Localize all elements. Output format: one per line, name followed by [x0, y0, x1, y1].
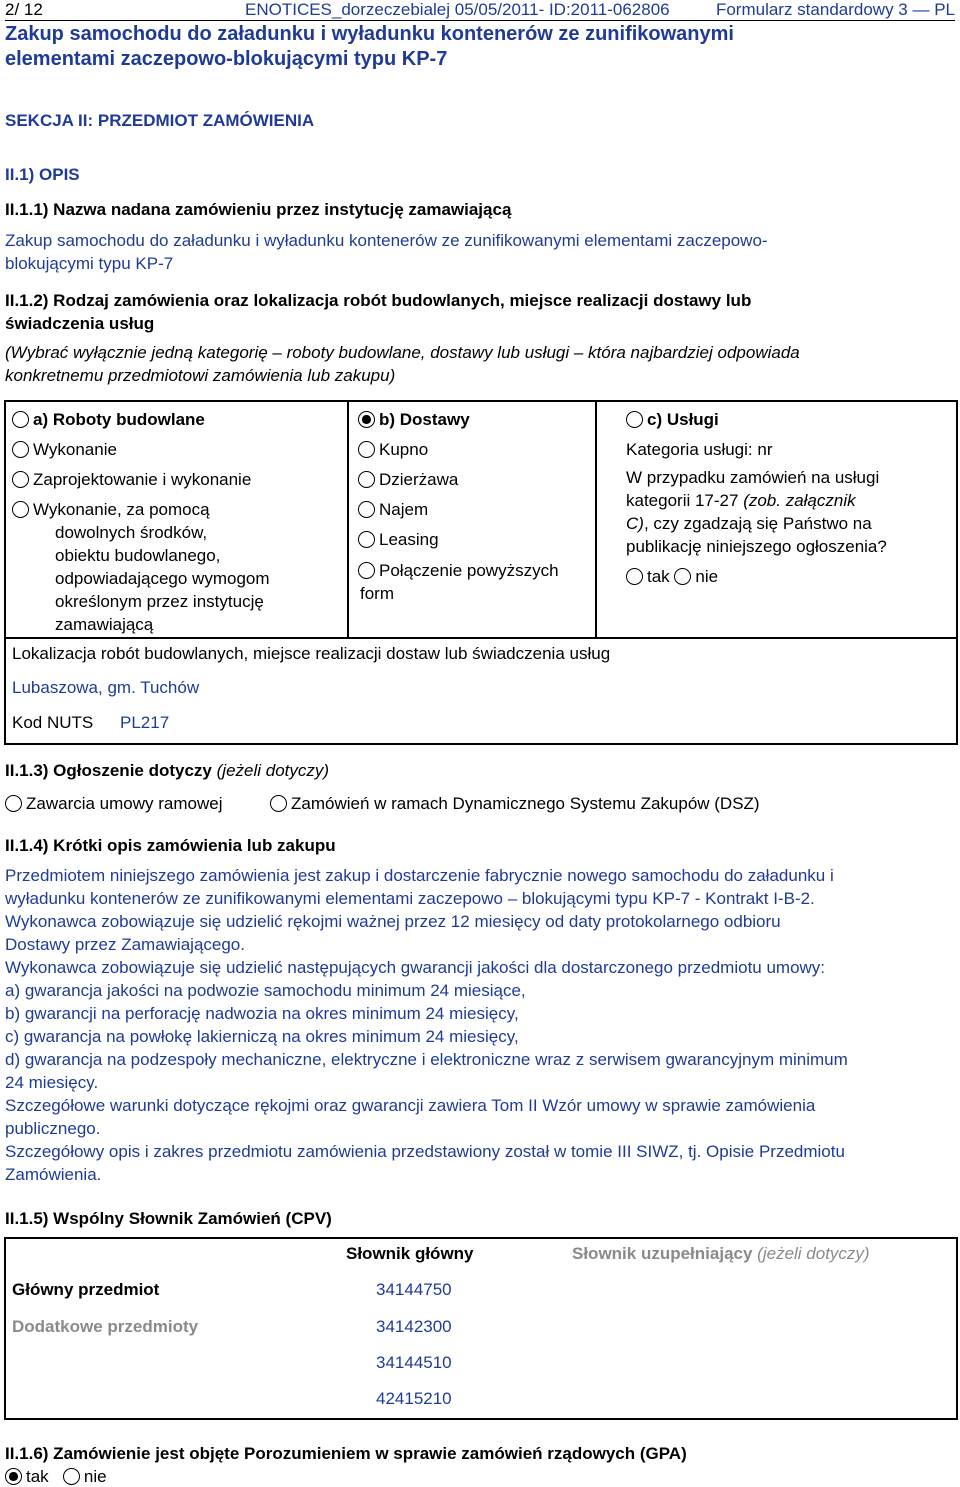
form-name: Formularz standardowy 3 — PL [715, 0, 955, 19]
description-line: Szczegółowy opis i zakres przedmiotu zamówienia przedstawiony został w tomie III SIWZ, tj. Opisie Przedmiotu [5, 1142, 845, 1161]
service-question-line-4: publikację niniejszego ogłoszenia? [626, 537, 887, 556]
option-label: Leasing [379, 530, 439, 549]
location-value: Lubaszowa, gm. Tuchów [12, 678, 200, 697]
option-kupno[interactable] [358, 438, 428, 461]
ii11-value-line-2: blokującymi typu KP-7 [5, 254, 174, 273]
ii12-heading-line-1: II.1.2) Rodzaj zamówienia oraz lokalizacja robót budowlanych, miejsce realizacji dostawy lub [5, 291, 752, 310]
radio-icon[interactable] [5, 795, 22, 812]
location-label: Lokalizacja robót budowlanych, miejsce realizacji dostaw lub świadczenia usług [12, 644, 611, 663]
text: , czy zgadzają się Państwo na [643, 514, 872, 533]
option-polaczenie[interactable] [358, 559, 559, 582]
ii12-heading-line-2: świadczenia usług [5, 314, 155, 333]
option-label: Wykonanie, za pomocą [33, 500, 210, 519]
radio-icon[interactable] [626, 568, 643, 585]
ii12-heading [5, 289, 955, 335]
radio-icon[interactable] [63, 1468, 80, 1485]
radio-icon[interactable] [358, 531, 375, 548]
page-number: 2/ 12 [5, 0, 43, 19]
cpv-row-main-label: Główny przedmiot [12, 1280, 160, 1299]
ii11-value-line-1: Zakup samochodu do załadunku i wyładunku kontenerów ze zunifikowanymi elementami zaczepowo- [5, 231, 768, 250]
description-line: c) gwarancja na powłokę lakierniczą na okres minimum 24 miesięcy, [5, 1027, 519, 1046]
subsection-ii1: II.1) OPIS [5, 165, 80, 184]
option-label-cont: obiektu budowlanego, [55, 546, 221, 565]
option-label: Wykonanie [33, 440, 117, 459]
cpv-col-supp [572, 1244, 870, 1264]
option-label-cont: odpowiadającego wymogom [55, 569, 270, 588]
option-label: Zaprojektowanie i wykonanie [33, 470, 252, 489]
gpa-yes[interactable] [5, 1467, 49, 1486]
description-line: d) gwarancja na podzespoły mechaniczne, elektryczne i elektroniczne wraz z serwisem gwarancyjnym minimum [5, 1050, 848, 1069]
option-label: Najem [379, 500, 429, 519]
option-dzierzawa[interactable] [358, 468, 458, 491]
cpv-add-code: 34144510 [376, 1353, 452, 1372]
ii11-value [5, 229, 955, 275]
radio-icon[interactable] [358, 471, 375, 488]
radio-selected-icon[interactable] [5, 1468, 22, 1485]
cpv-main-code: 34144750 [376, 1280, 452, 1299]
option-wykonanie[interactable] [12, 438, 117, 461]
option-label: Kupno [379, 440, 429, 459]
ii14-heading: II.1.4) Krótki opis zamówienia lub zakupu [5, 836, 336, 855]
option-label-cont: dowolnych środków, [55, 523, 208, 542]
option-label: b) Dostawy [379, 410, 470, 429]
col-note: (jeżeli dotyczy) [757, 1244, 870, 1263]
description-line: b) gwarancji na perforację nadwozia na okres minimum 24 miesięcy, [5, 1004, 519, 1023]
option-label: a) Roboty budowlane [33, 410, 205, 429]
description-line: Przedmiotem niniejszego zamówienia jest zakup i dostarczenie fabrycznie nowego samochodu do załadunku i [5, 866, 834, 885]
description-line: Wykonawca zobowiązuje się udzielić rękojmi ważnej przez 12 miesięcy od daty protokolarnego odbioru [5, 912, 781, 931]
radio-icon[interactable] [12, 411, 29, 428]
option-leasing[interactable] [358, 528, 439, 551]
option-wykonanie-za-pomoca[interactable] [12, 498, 210, 521]
title-line-1: Zakup samochodu do załadunku i wyładunku kontenerów ze zunifikowanymi [5, 23, 734, 45]
cpv-row-add-label: Dodatkowe przedmioty [12, 1317, 199, 1336]
row-divider [4, 637, 958, 639]
radio-selected-icon[interactable] [358, 411, 375, 428]
ii16-heading: II.1.6) Zamówienie jest objęte Porozumieniem w sprawie zamówień rządowych (GPA) [5, 1444, 687, 1463]
option-label: Zamówień w ramach Dynamicznego Systemu Zakupów (DSZ) [291, 794, 760, 813]
option-label: tak [26, 1467, 49, 1486]
option-zaprojektowanie[interactable] [12, 468, 251, 491]
cpv-add-code: 34142300 [376, 1317, 452, 1336]
radio-icon[interactable] [358, 441, 375, 458]
option-umowa-ramowa[interactable] [5, 794, 223, 814]
column-divider-2 [595, 400, 597, 638]
description-line: Zamówienia. [5, 1165, 102, 1184]
page-header [5, 0, 955, 21]
option-label-cont: określonym przez instytucję [55, 592, 264, 611]
service-question-line-2 [626, 489, 856, 512]
text: kategorii 17-27 [626, 491, 744, 510]
nuts-value: PL217 [120, 713, 170, 732]
gpa-options [5, 1467, 107, 1487]
option-label: Zawarcia umowy ramowej [26, 794, 223, 813]
option-label: tak [647, 567, 670, 586]
ii11-heading: II.1.1) Nazwa nadana zamówieniu przez instytucję zamawiającą [5, 200, 512, 219]
option-label: nie [83, 1467, 107, 1486]
option-najem[interactable] [358, 498, 428, 521]
option-label-cont: form [360, 584, 394, 603]
heading-text: II.1.3) Ogłoszenie dotyczy [5, 761, 212, 780]
option-label: Dzierżawa [379, 470, 459, 489]
ii15-heading: II.1.5) Wspólny Słownik Zamówień (CPV) [5, 1209, 332, 1228]
col-label: Słownik uzupełniający [572, 1244, 753, 1263]
description-line: wyładunku kontenerów ze zunifikowanymi elementami zaczepowo – blokującymi typu KP-7 - Kontrakt I-B-2. [5, 889, 815, 908]
ii12-note [5, 341, 955, 387]
gpa-no[interactable] [63, 1467, 107, 1486]
radio-icon[interactable] [358, 562, 375, 579]
description-line: a) gwarancja jakości na podwozie samochodu minimum 24 miesiące, [5, 981, 526, 1000]
option-label: c) Usługi [647, 410, 719, 429]
description-line: 24 miesięcy. [5, 1073, 99, 1092]
ii12-note-line-1: (Wybrać wyłącznie jedną kategorię – roboty budowlane, dostawy lub usługi – która najbardziej odpowiada [5, 343, 800, 362]
publication-consent [626, 565, 718, 588]
option-label: Połączenie powyższych [379, 561, 559, 580]
nuts-label: Kod NUTS [12, 713, 94, 732]
ii13-heading [5, 761, 329, 781]
description-line: Dostawy przez Zamawiającego. [5, 935, 245, 954]
description-line: publicznego. [5, 1119, 101, 1138]
column-divider-1 [347, 400, 349, 638]
radio-icon[interactable] [674, 568, 691, 585]
service-question-line-1: W przypadku zamówień na usługi [626, 468, 880, 487]
title-line-2: elementami zaczepowo-blokującymi typu KP-7 [5, 48, 448, 70]
heading-note: (jeżeli dotyczy) [216, 761, 330, 780]
radio-icon[interactable] [12, 471, 29, 488]
radio-icon[interactable] [12, 441, 29, 458]
service-category: Kategoria usługi: nr [626, 440, 773, 459]
cpv-col-main: Słownik główny [346, 1244, 474, 1263]
consent-no[interactable] [674, 567, 718, 586]
notice-id: ENOTICES_dorzeczebialej 05/05/2011- ID:2011-062806 [245, 0, 670, 19]
option-dsz[interactable] [270, 794, 760, 814]
radio-icon[interactable] [358, 501, 375, 518]
description-line: Wykonawca zobowiązuje się udzielić następujących gwarancji jakości dla dostarczonego przedmiotu umowy: [5, 958, 826, 977]
cpv-add-code: 42415210 [376, 1389, 452, 1408]
radio-icon[interactable] [270, 795, 287, 812]
option-dostawy[interactable] [358, 408, 470, 431]
radio-icon[interactable] [626, 411, 643, 428]
service-question-line-3 [626, 512, 872, 535]
section-heading: SEKCJA II: PRZEDMIOT ZAMÓWIENIA [5, 111, 315, 130]
radio-icon[interactable] [12, 501, 29, 518]
ii12-note-line-2: konkretnemu przedmiotowi zamówienia lub zakupu) [5, 366, 396, 385]
annex-ref: C) [626, 514, 644, 533]
description-line: Szczegółowe warunki dotyczące rękojmi oraz gwarancji zawiera Tom II Wzór umowy w sprawie zamówienia [5, 1096, 816, 1115]
option-label: nie [695, 567, 719, 586]
annex-ref: (zob. załącznik [743, 491, 856, 510]
consent-yes[interactable] [626, 567, 670, 586]
document-title [5, 22, 905, 72]
option-roboty-budowlane[interactable] [12, 408, 205, 431]
option-label-cont: zamawiającą [55, 615, 154, 634]
option-uslugi[interactable] [626, 408, 719, 431]
ii14-description [5, 864, 957, 1186]
